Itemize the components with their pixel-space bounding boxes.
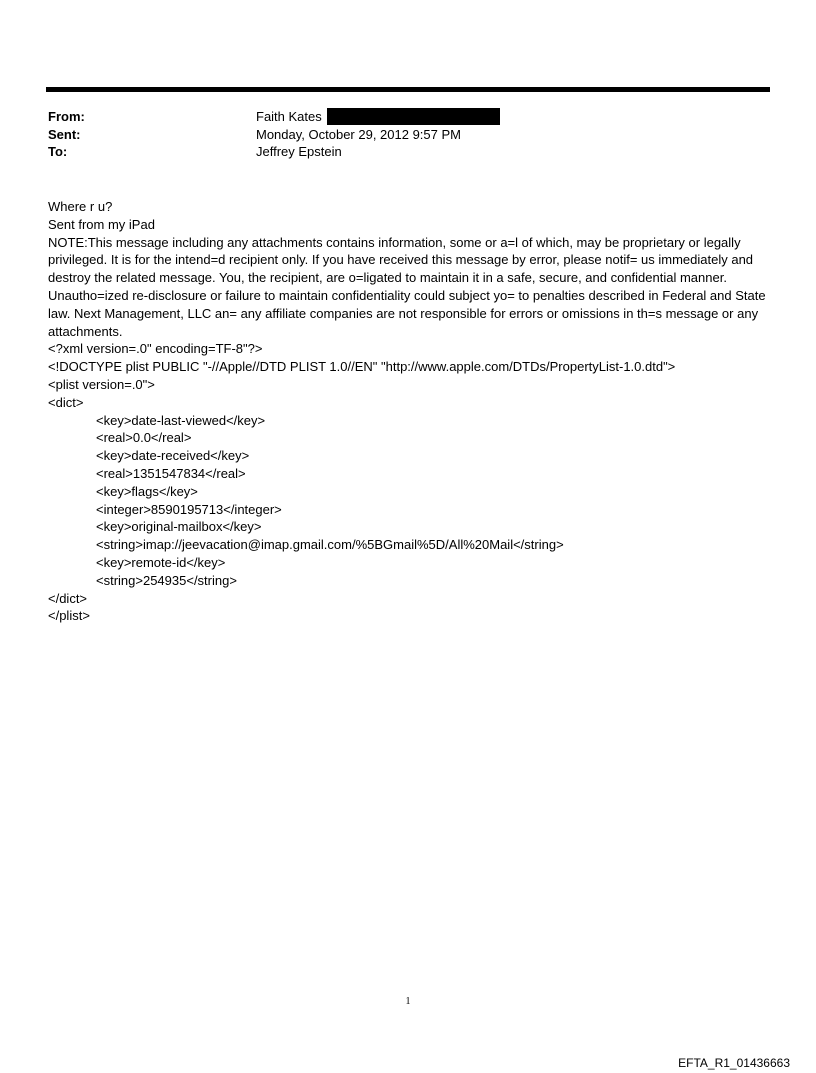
xml-line: <plist version=.0"> (48, 376, 155, 392)
sent-value: Monday, October 29, 2012 9:57 PM (256, 126, 461, 142)
header-divider (46, 87, 770, 92)
sent-row (48, 126, 748, 144)
redaction-block (327, 108, 500, 125)
xml-line: <key>remote-id</key> (96, 554, 226, 570)
xml-line: <!DOCTYPE plist PUBLIC "-//Apple//DTD PLIST 1.0//EN" "http://www.apple.com/DTDs/PropertyList-1.0.dtd"> (48, 359, 676, 375)
page-number: 1 (405, 996, 411, 1007)
xml-line: <string>254935</string> (96, 572, 237, 588)
from-value-container (256, 108, 500, 126)
xml-line: </plist> (48, 608, 90, 624)
to-label: To: (48, 144, 68, 159)
sent-label: Sent: (48, 126, 81, 142)
from-value: Faith Kates (256, 109, 322, 124)
confidentiality-note: NOTE:This message including any attachments contains information, some or a=l of which, may be proprietary or legally privileged. It is for the intend=d recipient only. If you have received this message by error, please notif= us immediately and destroy the related message. You, the recipient, are o=ligated to maintain it in a safe, secure, and confidential manner. Unautho=ized re-disclosure or failure to maintain confidentiality could subject yo= to penalties described in Federal and State law. Next Management, LLC an= any affiliate companies are not responsible for errors or omissions in th=s message or any attachments. (48, 234, 766, 339)
xml-plist-block (48, 340, 772, 625)
email-body (48, 198, 772, 625)
xml-line: <real>1351547834</real> (96, 465, 246, 481)
from-row (48, 108, 748, 126)
to-value: Jeffrey Epstein (256, 144, 342, 159)
greeting-text: Where r u? (48, 199, 113, 214)
xml-line: <key>flags</key> (96, 483, 198, 499)
to-row (48, 143, 748, 161)
signature-text: Sent from my iPad (48, 216, 155, 232)
email-header (48, 108, 748, 161)
xml-line: </dict> (48, 590, 88, 606)
xml-line: <string>imap://jeevacation@imap.gmail.com/%5BGmail%5D/All%20Mail</string> (96, 537, 564, 553)
xml-line: <key>date-received</key> (96, 448, 250, 464)
xml-line: <integer>8590195713</integer> (96, 501, 282, 517)
xml-line: <key>date-last-viewed</key> (96, 412, 266, 428)
xml-line: <key>original-mailbox</key> (96, 519, 262, 535)
xml-line: <?xml version=.0" encoding=TF-8"?> (48, 341, 263, 357)
xml-line: <real>0.0</real> (96, 430, 192, 446)
document-id: EFTA_R1_01436663 (678, 1056, 790, 1070)
xml-line: <dict> (48, 394, 84, 410)
from-label: From: (48, 109, 85, 124)
